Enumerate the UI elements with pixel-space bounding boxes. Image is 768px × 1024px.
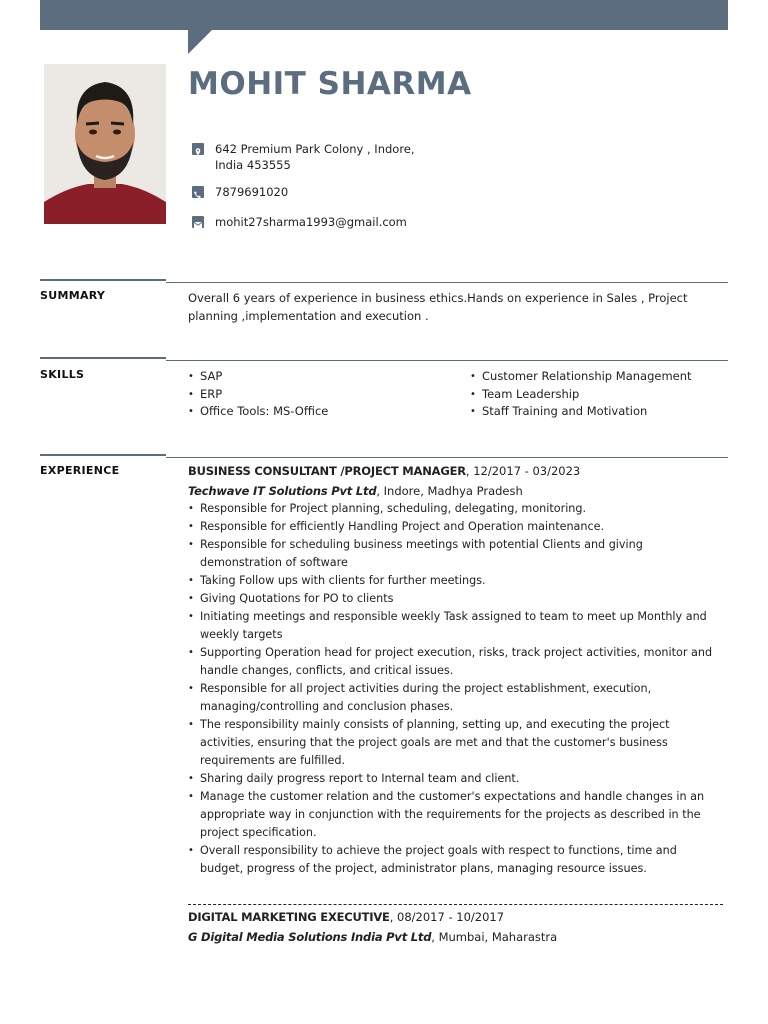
skill-item: • Staff Training and Motivation	[470, 403, 692, 421]
summary-heading: SUMMARY	[40, 289, 106, 302]
duty-item: • The responsibility mainly consists of planning, setting up, and executing the project activities, ensuring that the project goals are met and that the customer's business requirements are fulfilled.	[188, 716, 723, 770]
company-line	[188, 484, 523, 498]
job-dates: , 08/2017 - 10/2017	[389, 910, 505, 924]
summary-text: Overall 6 years of experience in business ethics.Hands on experience in Sales , Project planning ,implementation and execution .	[188, 291, 688, 323]
company-name: Techwave IT Solutions Pvt Ltd	[188, 484, 377, 498]
candidate-name: MOHIT SHARMA	[188, 66, 472, 102]
job-dates: , 12/2017 - 03/2023	[465, 464, 581, 478]
duty-item: • Giving Quotations for PO to clients	[188, 590, 723, 608]
summary-label-rule	[40, 279, 166, 281]
skills-rule	[166, 360, 728, 361]
skill-item: • Office Tools: MS-Office	[188, 403, 328, 421]
profile-photo-illustration	[44, 64, 166, 224]
email-text: mohit27sharma1993@gmail.com	[215, 215, 407, 229]
skill-item: • ERP	[188, 386, 328, 404]
skill-item: • Team Leadership	[470, 386, 692, 404]
duty-item: • Sharing daily progress report to Internal team and client.	[188, 770, 723, 788]
email-icon	[192, 216, 204, 228]
duty-item: • Taking Follow ups with clients for further meetings.	[188, 572, 723, 590]
location-pin-icon	[192, 143, 204, 155]
duty-item: • Initiating meetings and responsible weekly Task assigned to team to meet up Monthly and weekly targets	[188, 608, 723, 644]
experience-label-rule	[40, 454, 166, 456]
duty-item: • Responsible for scheduling business meetings with potential Clients and giving demonstration of software	[188, 536, 723, 572]
skill-item: • SAP	[188, 368, 328, 386]
duty-item: • Manage the customer relation and the customer's expectations and handle changes in an appropriate way in conjunction with the requirements for the projects as described in the project specification.	[188, 788, 723, 842]
header-bar	[40, 0, 728, 30]
summary-rule	[166, 282, 728, 283]
job-title: DIGITAL MARKETING EXECUTIVE	[188, 910, 390, 924]
header-notch	[188, 30, 212, 54]
duty-item: • Overall responsibility to achieve the project goals with respect to functions, time and budget, progress of the project, administrator plans, managing resource issues.	[188, 842, 723, 878]
duty-item: • Supporting Operation head for project execution, risks, track project activities, monitor and handle changes, conflicts, and critical issues.	[188, 644, 723, 680]
company-location: , Indore, Madhya Pradesh	[376, 484, 523, 498]
duty-item: • Responsible for Project planning, scheduling, delegating, monitoring.	[188, 500, 723, 518]
skills-label-rule	[40, 357, 166, 359]
skill-item: • Customer Relationship Management	[470, 368, 692, 386]
job-separator	[188, 904, 723, 905]
job-title: BUSINESS CONSULTANT /PROJECT MANAGER	[188, 464, 466, 478]
profile-photo	[44, 64, 166, 224]
experience-heading: EXPERIENCE	[40, 464, 120, 477]
skills-list-right	[470, 368, 692, 421]
job-title-line	[188, 910, 504, 924]
company-line	[188, 930, 557, 944]
skills-list-left	[188, 368, 328, 421]
phone-text: 7879691020	[215, 185, 289, 199]
skills-heading: SKILLS	[40, 368, 85, 381]
experience-rule	[166, 457, 728, 458]
duty-item: • Responsible for all project activities during the project establishment, execution, managing/controlling and conclusion phases.	[188, 680, 723, 716]
company-name: G Digital Media Solutions India Pvt Ltd	[188, 930, 432, 944]
duty-item: • Responsible for efficiently Handling Project and Operation maintenance.	[188, 518, 723, 536]
job-duties-list	[188, 500, 723, 878]
job-title-line	[188, 464, 580, 478]
company-location: , Mumbai, Maharastra	[431, 930, 558, 944]
address-text: 642 Premium Park Colony , Indore, India 453555	[215, 142, 415, 172]
phone-icon	[192, 186, 204, 198]
